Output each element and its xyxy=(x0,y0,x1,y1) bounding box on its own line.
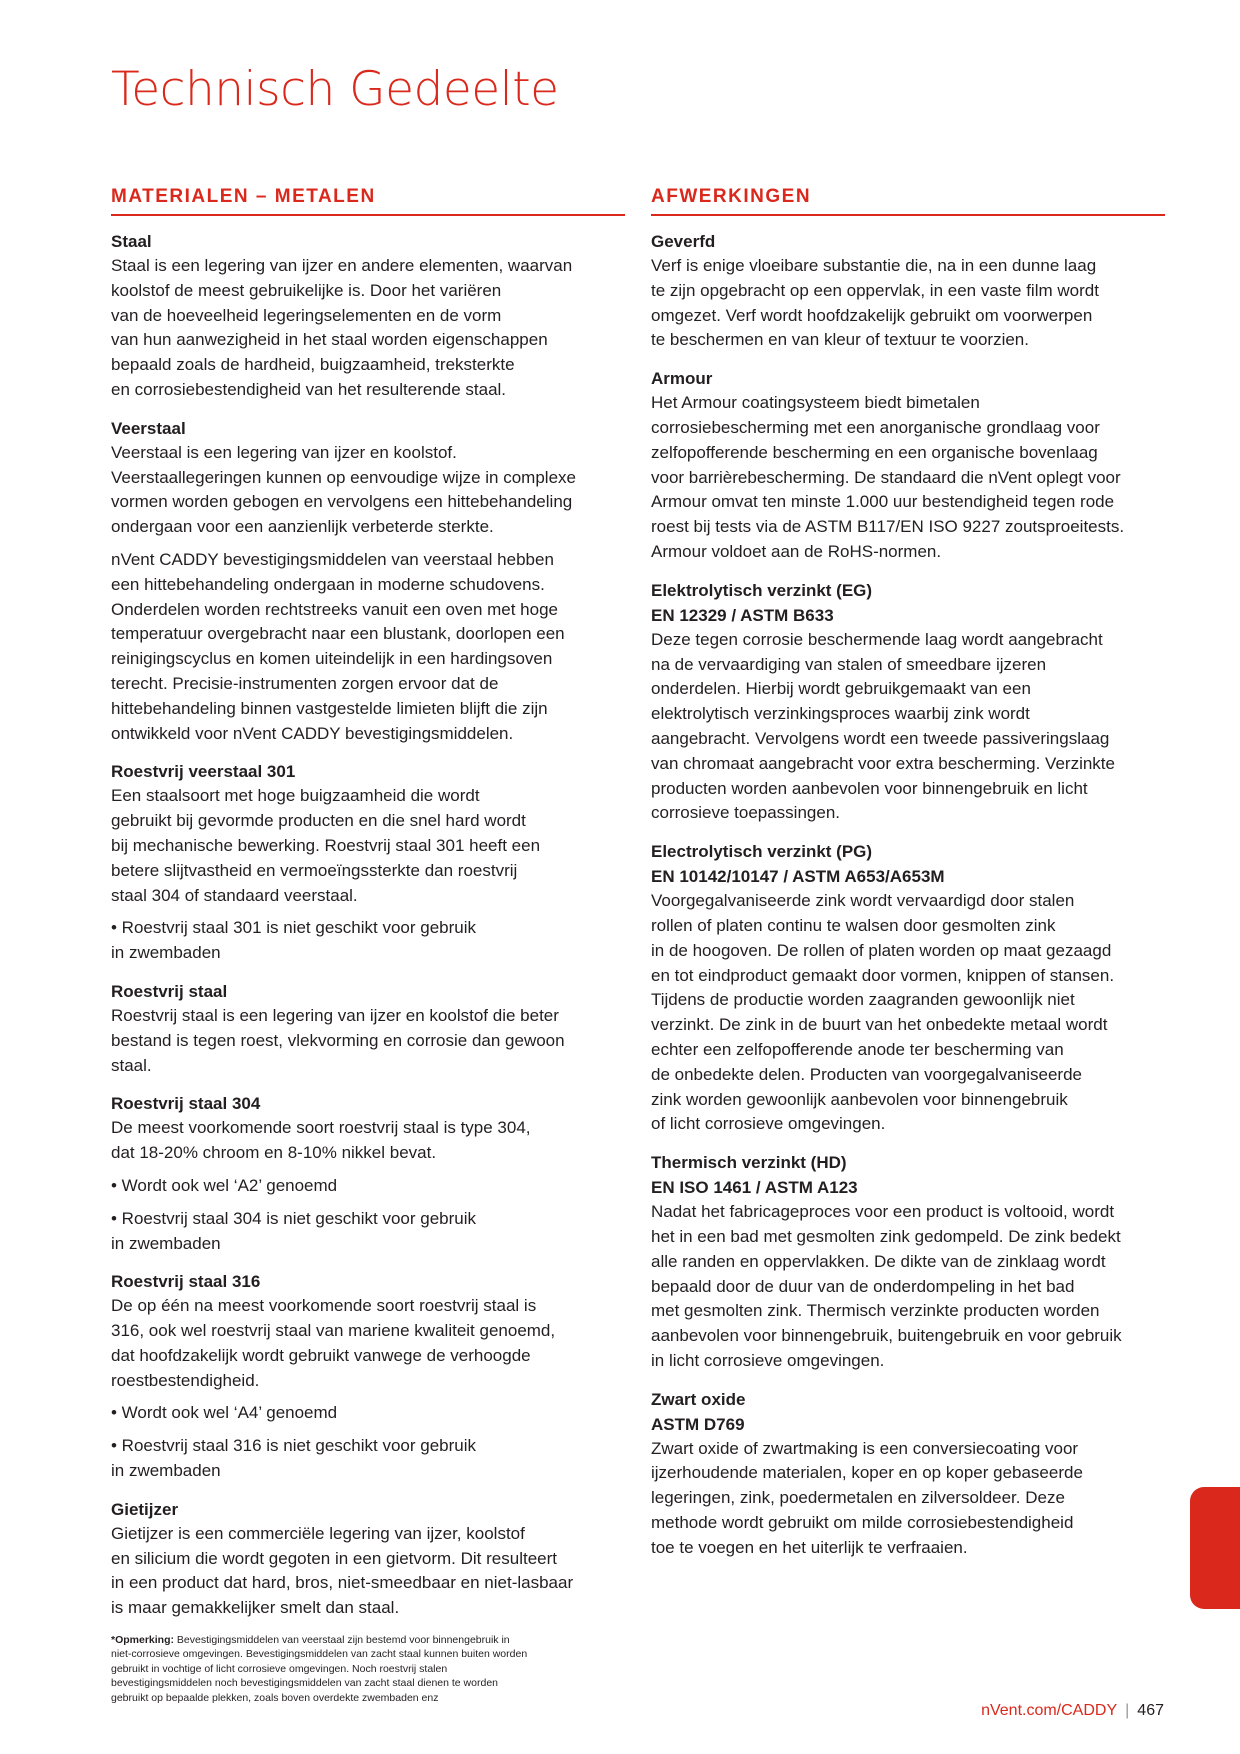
section-paragraph: Staal is een legering van ijzer en andere elementen, waarvan koolstof de meest gebruikelijke is. Door het variëren van de hoeveelheid legeringselementen en de vorm van hun aanwezigheid in het staal worden eigenschappen bepaald zoals de hardheid, buigzaamheid, treksterkte en corrosiebestendigheid van het resulterende staal. xyxy=(111,256,573,399)
finishes-heading: AFWERKINGEN xyxy=(651,186,1165,216)
section xyxy=(651,578,1165,826)
page-title: Technisch Gedeelte xyxy=(111,62,559,117)
section-title: Armour xyxy=(651,369,713,389)
section-paragraph: Het Armour coatingsysteem biedt bimetalen corrosiebescherming met een anorganische grondlaag voor zelfopofferende bescherming en een organische bovenlaag voor barrièrebescherming. De standaard die nVent oplegt voor Armour omvat ten minste 1.000 uur bestendigheid tegen rode roest bij tests via de ASTM B117/EN ISO 9227 zoutsproeitests. Armour voldoet aan de RoHS-normen. xyxy=(651,393,1125,561)
section-paragraph: De op één na meest voorkomende soort roestvrij staal is 316, ook wel roestvrij staal van mariene kwaliteit genoemd, dat hoofdzakelijk wordt gebruikt vanwege de verhoogde roestbestendigheid. xyxy=(111,1296,556,1390)
section-title: Veerstaal xyxy=(111,418,186,438)
section xyxy=(111,1497,625,1621)
section-paragraph: Een staalsoort met hoge buigzaamheid die wordt gebruikt bij gevormde producten en die snel hard wordt bij mechanische bewerking. Roestvrij staal 301 heeft een betere slijtvastheid en vermoeïngssterkte dan roestvrij staal 304 of standaard veerstaal. xyxy=(111,786,541,905)
bullet-item: • Roestvrij staal 316 is niet geschikt voor gebruik in zwembaden xyxy=(111,1436,477,1481)
left-column xyxy=(111,186,625,1705)
materials-heading: MATERIALEN – METALEN xyxy=(111,186,625,216)
section xyxy=(651,839,1165,1137)
section xyxy=(111,759,625,966)
footer-separator: | xyxy=(1125,1702,1130,1719)
section-paragraph: Verf is enige vloeibare substantie die, na in een dunne laag te zijn opgebracht op een oppervlak, in een vaste film wordt omgezet. Verf wordt hoofdzakelijk gebruikt om voorwerpen te beschermen en van kleur of textuur te voorzien. xyxy=(651,256,1099,350)
section xyxy=(651,1387,1165,1561)
section-title: Roestvrij veerstaal 301 xyxy=(111,762,296,782)
section-title: Staal xyxy=(111,232,152,251)
section xyxy=(111,979,625,1078)
section-title: Thermisch verzinkt (HD) EN ISO 1461 / ASTM A123 xyxy=(651,1153,858,1198)
section xyxy=(111,229,625,403)
section-title: Zwart oxide ASTM D769 xyxy=(651,1389,746,1434)
section xyxy=(651,366,1165,565)
section-paragraph: Roestvrij staal is een legering van ijzer en koolstof die beter bestand is tegen roest, vlekvorming en corrosie dan gewoon staal. xyxy=(111,1005,565,1075)
section-title: Roestvrij staal 304 xyxy=(111,1094,261,1114)
finishes-sections xyxy=(651,229,1165,1561)
section xyxy=(111,416,625,747)
footnote-label: *Opmerking: xyxy=(111,1634,175,1647)
page-number: 467 xyxy=(1137,1702,1164,1719)
section-title: Electrolytisch verzinkt (PG) EN 10142/10147 / ASTM A653/A653M xyxy=(651,842,945,887)
footnote xyxy=(111,1633,625,1705)
section-paragraph: Gietijzer is een commerciële legering van ijzer, koolstof en silicium die wordt gegoten in een gietvorm. Dit resulteert in een product dat hard, bros, niet-smeedbaar en niet-lasbaar is maar gemakkelijker smelt dan staal. xyxy=(111,1523,574,1618)
footer-link[interactable]: nVent.com/CADDY xyxy=(981,1702,1118,1719)
section-title: Gietijzer xyxy=(111,1499,179,1519)
section xyxy=(651,229,1165,353)
section-paragraph: nVent CADDY bevestigingsmiddelen van veerstaal hebben een hittebehandeling ondergaan in moderne schudovens. Onderdelen worden rechtstreeks vanuit een oven met hoge temperatuur overgebracht naar een blustank, doorlopen een reinigingscyclus en komen uiteindelijk in een hardingsoven terecht. Precisie-instrumenten zorgen ervoor dat de hittebehandeling binnen vastgestelde limieten blijft die zijn ontwikkeld voor nVent CADDY bevestigingsmiddelen. xyxy=(111,549,565,743)
footnote-text: Bevestigingsmiddelen van veerstaal zijn bestemd voor binnengebruik in niet-corrosieve omgevingen. Bevestigingsmiddelen van zacht staal kunnen buiten worden gebruikt in vochtige of licht corrosieve omgevingen. Noch roestvrij stalen bevestigingsmiddelen noch bevestigingsmiddelen van zacht staal dienen te worden gebruikt op bepaalde plekken, zoals boven overdekte zwembaden enz xyxy=(111,1634,528,1704)
section-tab-marker xyxy=(1190,1487,1240,1609)
right-column xyxy=(651,186,1165,1561)
section-paragraph: Zwart oxide of zwartmaking is een conversiecoating voor ijzerhoudende materialen, koper en op koper gebaseerde legeringen, zink, poedermetalen en zilversoldeer. Deze methode wordt gebruikt om milde corrosiebestendigheid toe te voegen en het uiterlijk te verfraaien. xyxy=(651,1438,1083,1557)
section-paragraph: De meest voorkomende soort roestvrij staal is type 304, dat 18-20% chroom en 8-10% nikkel bevat. xyxy=(111,1118,531,1163)
section-title: Geverfd xyxy=(651,232,716,251)
section-paragraph: Voorgegalvaniseerde zink wordt vervaardigd door stalen rollen of platen continu te walsen door gesmolten zink in de hoogoven. De rollen of platen worden op maat gezaagd en tot eindproduct gemaakt door vormen, knippen of stansen. Tijdens de productie worden zaagranden gewoonlijk niet verzinkt. De zink in de buurt van het onbedekte metaal wordt echter een zelfopofferende anode ter bescherming van de onbedekte delen. Producten van voorgegalvaniseerde zink worden gewoonlijk aanbevolen voor binnengebruik of licht corrosieve omgevingen. xyxy=(651,891,1115,1134)
section xyxy=(111,1091,625,1256)
section-title: Elektrolytisch verzinkt (EG) EN 12329 / ASTM B633 xyxy=(651,580,873,625)
bullet-item: • Roestvrij staal 304 is niet geschikt voor gebruik in zwembaden xyxy=(111,1208,477,1253)
section xyxy=(111,1269,625,1484)
section-paragraph: Nadat het fabricageproces voor een product is voltooid, wordt het in een bad met gesmolten zink gedompeld. De zink bedekt alle randen en oppervlakken. De dikte van de zinklaag wordt bepaald door de duur van de onderdompeling in het bad met gesmolten zink. Thermisch verzinkte producten worden aanbevolen voor binnengebruik, buitengebruik en voor gebruik in licht corrosieve omgevingen. xyxy=(651,1202,1122,1370)
bullet-item: • Wordt ook wel ‘A4’ genoemd xyxy=(111,1403,338,1423)
bullet-item: • Roestvrij staal 301 is niet geschikt voor gebruik in zwembaden xyxy=(111,918,477,963)
materials-sections xyxy=(111,229,625,1621)
section-title: Roestvrij staal xyxy=(111,981,228,1001)
page-footer xyxy=(981,1702,1164,1720)
section-paragraph: Veerstaal is een legering van ijzer en koolstof. Veerstaallegeringen kunnen op eenvoudige wijze in complexe vormen worden gebogen en vervolgens een hittebehandeling ondergaan voor een aanzienlijk verbeterde sterkte. xyxy=(111,442,576,537)
section xyxy=(651,1150,1165,1374)
bullet-item: • Wordt ook wel ‘A2’ genoemd xyxy=(111,1175,338,1195)
section-title: Roestvrij staal 316 xyxy=(111,1272,261,1292)
section-paragraph: Deze tegen corrosie beschermende laag wordt aangebracht na de vervaardiging van stalen of smeedbare ijzeren onderdelen. Hierbij wordt gebruikgemaakt van een elektrolytisch verzinkingsproces waarbij zink wordt aangebracht. Vervolgens wordt een tweede passiveringslaag van chromaat aangebracht voor extra bescherming. Verzinkte producten worden aanbevolen voor binnengebruik en licht corrosieve toepassingen. xyxy=(651,629,1115,823)
